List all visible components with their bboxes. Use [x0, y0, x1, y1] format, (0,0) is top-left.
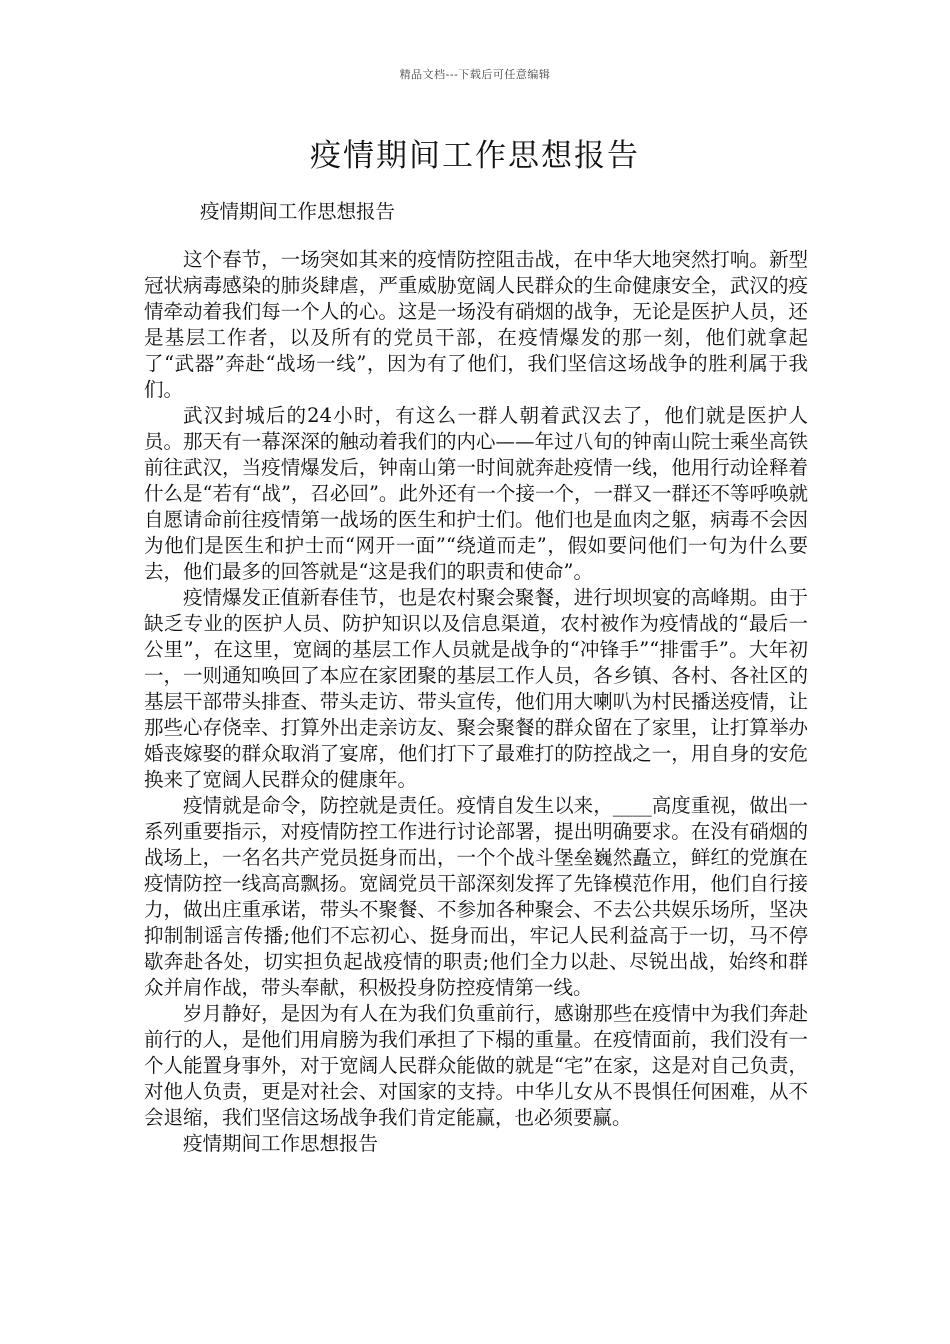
paragraph: 岁月静好，是因为有人在为我们负重前行，感谢那些在疫情中为我们奔赴前行的人，是他们用肩膀为我们承担了下榻的重量。在疫情面前，我们没有一个人能置身事外，对于宽阔人民群众能做的就是“宅”在家，这是对自己负责，对他人负责，更是对社会、对国家的支持。中华儿女从不畏惧任何困难，从不会退缩，我们坚信这场战争我们肯定能赢，也必须要赢。	[144, 1002, 808, 1129]
paragraph: 这个春节，一场突如其来的疫情防控阻击战，在中华大地突然打响。新型冠状病毒感染的肺炎肆虐，严重威胁宽阔人民群众的生命健康安全，武汉的疫情牵动着我们每一个人的心。这是一场没有硝烟的战争，无论是医护人员，还是基层工作者，以及所有的党员干部，在疫情爆发的那一刻，他们就拿起了“武器”奔赴“战场一线”，因为有了他们，我们坚信这场战争的胜利属于我们。	[144, 248, 808, 401]
paragraph: 疫情爆发正值新春佳节，也是农村聚会聚餐，进行坝坝宴的高峰期。由于缺乏专业的医护人员、防护知识以及信息渠道，农村被作为疫情战的“最后一公里”，在这里，宽阔的基层工作人员就是战争的“冲锋手”“排雷手”。大年初一，一则通知唤回了本应在家团聚的基层工作人员，各乡镇、各村、各社区的基层干部带头排查、带头走访、带头宣传，他们用大喇叭为村民播送疫情，让那些心存侥幸、打算外出走亲访友、聚会聚餐的群众留在了家里，让打算举办婚丧嫁娶的群众取消了宴席，他们打下了最难打的防控战之一，用自身的安危换来了宽阔人民群众的健康年。	[144, 586, 808, 791]
header-note: 精品文档---下载后可任意编辑	[399, 68, 551, 81]
document-subtitle: 疫情期间工作思想报告	[200, 200, 396, 223]
closing-line: 疫情期间工作思想报告	[183, 1132, 379, 1155]
paragraph: 疫情就是命令，防控就是责任。疫情自发生以来，____高度重视，做出一系列重要指示，对疫情防控工作进行讨论部署，提出明确要求。在没有硝烟的战场上，一名名共产党员挺身而出，一个个战斗堡垒巍然矗立，鲜红的党旗在疫情防控一线高高飘扬。宽阔党员干部深刻发挥了先锋模范作用，他们自行接力，做出庄重承诺，带头不聚餐、不参加各种聚会、不去公共娱乐场所，坚决抑制制谣言传播;他们不忘初心、挺身而出，牢记人民利益高于一切，马不停歇奔赴各处，切实担负起战疫情的职责;他们全力以赴、尽锐出战，始终和群众并肩作战，带头奉献，积极投身防控疫情第一线。	[144, 794, 808, 999]
document-body	[144, 247, 808, 1157]
paragraph: 武汉封城后的24小时，有这么一群人朝着武汉去了，他们就是医护人员。那天有一幕深深的触动着我们的内心——年过八旬的钟南山院士乘坐高铁前往武汉，当疫情爆发后，钟南山第一时间就奔赴疫情一线，他用行动诠释着什么是“若有“战”，召必回”。此外还有一个接一个，一群又一群还不等呼唤就自愿请命前往疫情第一战场的医生和护士们。他们也是血肉之躯，病毒不会因为他们是医生和护士而“网开一面”“绕道而走”，假如要问他们一句为什么要去，他们最多的回答就是“这是我们的职责和使命”。	[144, 404, 808, 583]
document-title: 疫情期间工作思想报告	[310, 138, 640, 174]
